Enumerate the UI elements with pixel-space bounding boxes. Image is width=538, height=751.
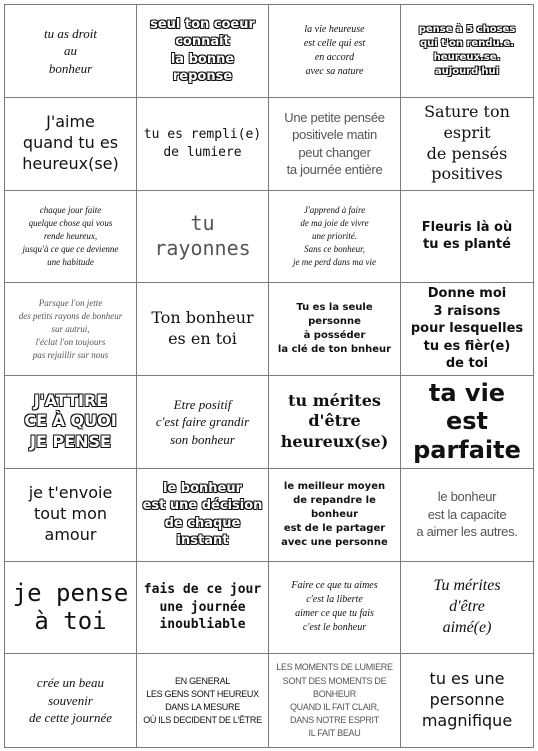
affirmation-text: Ton bonheur es en toi — [151, 308, 254, 349]
affirmation-text: je pense à toi — [12, 578, 129, 636]
affirmation-text: Une petite pensée positivele matin peut changer ta journée entière — [284, 109, 385, 178]
affirmation-card — [401, 5, 533, 98]
affirmation-card — [137, 654, 269, 747]
affirmation-card — [269, 98, 401, 191]
affirmation-text: la vie heureuse est celle qui est en accord avec sa nature — [303, 23, 366, 77]
affirmation-text: Faire ce que tu aimes c'est la liberte aimer ce que tu fais c'est le bonheur — [291, 580, 378, 634]
affirmation-card — [137, 469, 269, 562]
affirmation-text: Donne moi 3 raisons pour lesquelles tu es fièr(e) de toi — [410, 286, 524, 372]
affirmation-card — [5, 283, 137, 376]
affirmation-card — [401, 562, 533, 655]
affirmation-card — [269, 562, 401, 655]
affirmation-card — [5, 654, 137, 747]
affirmation-text: Tu es la seule personne à posséder la clé de ton bnheur — [277, 302, 392, 356]
affirmation-card — [269, 469, 401, 562]
affirmation-card — [5, 469, 137, 562]
affirmation-text: tu as droit au bonheur — [44, 25, 97, 76]
affirmation-text: Etre positif c'est faire grandir son bonheur — [155, 396, 250, 447]
affirmation-card — [401, 283, 533, 376]
affirmation-text: seul ton coeur connait la bonne reponse — [150, 16, 255, 85]
affirmation-card — [5, 98, 137, 191]
affirmation-card — [137, 283, 269, 376]
affirmation-text: le meilleur moyen de repandre le bonheur est de le partager avec une personne — [281, 480, 388, 548]
affirmation-text: Fleuris là où tu es planté — [421, 219, 513, 253]
affirmation-text: J'apprend à faire de ma joie de vivre une priorité. Sans ce bonheur, je me perd dans ma vie — [293, 204, 376, 267]
affirmation-text: fais de ce jour une journée inoubliable — [143, 582, 262, 633]
affirmation-card — [269, 654, 401, 747]
affirmation-text: LES MOMENTS DE LUMIERE SONT DES MOMENTS DE BONHEUR QUAND IL FAIT CLAIR, DANS NOTRE ESPRIT IL FAIT BEAU — [276, 662, 393, 738]
affirmation-card — [401, 191, 533, 284]
affirmation-card — [5, 376, 137, 469]
affirmation-text: Sature ton esprit de pensés positives — [424, 102, 510, 184]
affirmation-text: J'ATTIRE CE À QUOI JE PENSE — [24, 390, 117, 452]
affirmation-card-sheet — [4, 4, 534, 748]
affirmation-card — [137, 5, 269, 98]
affirmation-text: pense à 5 choses qui t'on rendu.e. heureux.se. aujourd'hui — [418, 23, 516, 77]
affirmation-text: tu es une personne magnifique — [421, 669, 513, 731]
affirmation-text: Parsque l'on jette des petits rayons de bonheur sur autrui, l'éclat l'on toujours pas rejaillir sur nous — [18, 297, 123, 360]
affirmation-text: tu mérites d'être heureux(se) — [280, 390, 389, 452]
affirmation-card — [137, 191, 269, 284]
affirmation-card — [269, 191, 401, 284]
affirmation-text: chaque jour faite quelque chose qui vous rende heureux, jusqu'à ce que ce devienne une habitude — [22, 204, 119, 267]
affirmation-card — [401, 654, 533, 747]
affirmation-card — [269, 283, 401, 376]
affirmation-card — [5, 5, 137, 98]
affirmation-card — [401, 376, 533, 469]
affirmation-text: tu rayonnes — [154, 211, 251, 261]
affirmation-text: le bonheur est la capacite a aimer les autres. — [416, 489, 518, 540]
affirmation-card — [137, 98, 269, 191]
affirmation-text: ta vie est parfaite — [413, 378, 521, 465]
affirmation-card — [401, 98, 533, 191]
affirmation-text: je t'envoie tout mon amour — [28, 483, 113, 545]
affirmation-card — [269, 376, 401, 469]
affirmation-text: J'aime quand tu es heureux(se) — [22, 112, 119, 174]
affirmation-text: crée un beau souvenir de cette journée — [28, 675, 112, 726]
affirmation-text: tu es rempli(e) de lumiere — [143, 127, 262, 160]
affirmation-text: EN GENERAL LES GENS SONT HEUREUX DANS LA MESURE OÙ ILS DECIDENT DE L'ÊTRE — [143, 675, 262, 725]
affirmation-card — [137, 376, 269, 469]
affirmation-card — [401, 469, 533, 562]
affirmation-text: Tu mérites d'être aimé(e) — [433, 577, 501, 636]
affirmation-card — [137, 562, 269, 655]
affirmation-card — [5, 562, 137, 655]
affirmation-card — [269, 5, 401, 98]
affirmation-text: le bonheur est une décision de chaque instant — [142, 480, 263, 549]
affirmation-card — [5, 191, 137, 284]
